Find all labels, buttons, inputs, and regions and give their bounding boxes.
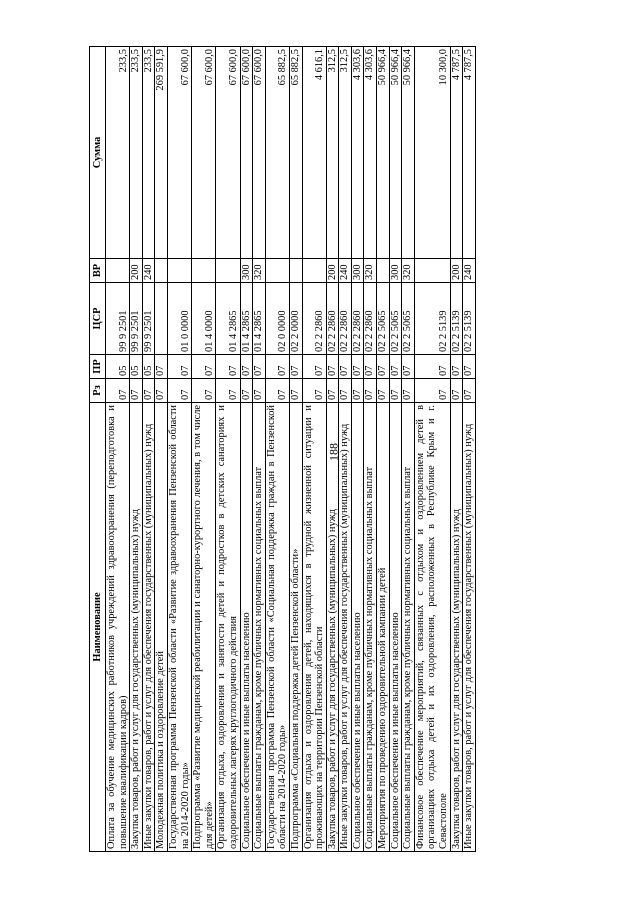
cell-vr: 240 <box>142 259 155 283</box>
cell-pr: 07 <box>265 355 289 379</box>
cell-name: Подпрограмма «Развитие медицинской реабилитации и санаторно-курортного лечения, в том числе для детей» <box>192 403 216 852</box>
table-header-row <box>90 47 106 852</box>
cell-sum: 233,5 <box>130 47 143 259</box>
header-vr: ВР <box>90 259 106 283</box>
cell-pr: 07 <box>414 355 450 379</box>
cell-vr: 240 <box>463 259 476 283</box>
cell-name: Иные закупки товаров, работ и услуг для обеспечения государственных (муниципальных) нужд <box>142 403 155 852</box>
cell-vr: 300 <box>351 259 364 283</box>
cell-vr <box>155 259 168 283</box>
cell-sum: 67 600,0 <box>253 47 266 259</box>
cell-vr <box>265 259 289 283</box>
cell-pr: 07 <box>289 355 302 379</box>
table-row <box>240 47 253 852</box>
cell-rz: 07 <box>216 379 240 403</box>
table-row <box>289 47 302 852</box>
table-row <box>389 47 402 852</box>
cell-name: Организация отдыха, оздоровления и занятости детей и подростков в детских санаториях и оздоровительных лагерях круглогодичного действия <box>216 403 240 852</box>
cell-csr: 99 9 2501 <box>106 283 130 355</box>
cell-vr: 200 <box>450 259 463 283</box>
cell-rz: 07 <box>364 379 377 403</box>
cell-pr: 07 <box>339 355 352 379</box>
cell-vr <box>414 259 450 283</box>
table-row <box>450 47 463 852</box>
cell-csr: 02 0 0000 <box>265 283 289 355</box>
cell-sum: 50 966,4 <box>377 47 390 259</box>
cell-csr: 01 4 2865 <box>253 283 266 355</box>
cell-sum: 4 787,5 <box>463 47 476 259</box>
cell-rz: 07 <box>326 379 339 403</box>
header-sum: Сумма <box>90 47 106 259</box>
cell-csr: 99 9 2501 <box>142 283 155 355</box>
table-row <box>326 47 339 852</box>
cell-sum: 67 600,0 <box>192 47 216 259</box>
cell-csr: 01 4 0000 <box>192 283 216 355</box>
header-rz: Рз <box>90 379 106 403</box>
table-row <box>364 47 377 852</box>
cell-sum: 312,5 <box>326 47 339 259</box>
cell-csr: 02 2 2860 <box>326 283 339 355</box>
cell-csr: 02 2 0000 <box>289 283 302 355</box>
header-name: Наименование <box>90 403 106 852</box>
table-body <box>106 47 476 852</box>
table-row <box>106 47 130 852</box>
cell-pr: 07 <box>351 355 364 379</box>
cell-rz: 07 <box>106 379 130 403</box>
cell-vr: 240 <box>339 259 352 283</box>
table-row <box>167 47 191 852</box>
cell-pr: 07 <box>326 355 339 379</box>
cell-vr <box>106 259 130 283</box>
rotated-table-container <box>89 47 551 852</box>
budget-table <box>89 46 476 852</box>
cell-rz: 07 <box>167 379 191 403</box>
cell-pr: 07 <box>364 355 377 379</box>
cell-name: Государственная программа Пензенской области «Развитие здравоохранения Пензенской области на 2014-2020 годы» <box>167 403 191 852</box>
cell-csr: 99 9 2501 <box>130 283 143 355</box>
table-row <box>402 47 415 852</box>
table-row <box>414 47 450 852</box>
cell-sum: 233,5 <box>142 47 155 259</box>
cell-name: Социальные выплаты гражданам, кроме публичных нормативных социальных выплат <box>253 403 266 852</box>
cell-sum: 269 591,9 <box>155 47 168 259</box>
table-row <box>155 47 168 852</box>
cell-sum: 10 300,0 <box>414 47 450 259</box>
table-row <box>265 47 289 852</box>
table-row <box>216 47 240 852</box>
cell-name: Финансовое обеспечение мероприятий, связанных с отдыхом и оздоровлением детей в организациях отдыха детей и их оздоровления, расположенных в Республике Крым и г. Севастополе <box>414 403 450 852</box>
table-row <box>351 47 364 852</box>
cell-name: Иные закупки товаров, работ и услуг для обеспечения государственных (муниципальных) нужд <box>463 403 476 852</box>
cell-sum: 50 966,4 <box>389 47 402 259</box>
cell-vr <box>289 259 302 283</box>
cell-vr <box>192 259 216 283</box>
cell-vr <box>167 259 191 283</box>
cell-rz: 07 <box>155 379 168 403</box>
cell-name: Социальное обеспечение и иные выплаты населению <box>351 403 364 852</box>
table-row <box>253 47 266 852</box>
cell-name: Социальные выплаты гражданам, кроме публичных нормативных социальных выплат <box>402 403 415 852</box>
cell-csr: 02 2 2860 <box>302 283 326 355</box>
cell-rz: 07 <box>450 379 463 403</box>
cell-name: Закупка товаров, работ и услуг для государственных (муниципальных) нужд <box>326 403 339 852</box>
cell-name: Иные закупки товаров, работ и услуг для обеспечения государственных (муниципальных) нужд <box>339 403 352 852</box>
cell-csr: 01 0 0000 <box>167 283 191 355</box>
cell-pr: 07 <box>377 355 390 379</box>
cell-rz: 07 <box>265 379 289 403</box>
cell-csr: 02 2 5065 <box>389 283 402 355</box>
cell-sum: 4 616,1 <box>302 47 326 259</box>
cell-csr: 02 2 2860 <box>339 283 352 355</box>
cell-pr: 07 <box>240 355 253 379</box>
cell-rz: 07 <box>389 379 402 403</box>
cell-pr: 07 <box>192 355 216 379</box>
cell-sum: 65 882,5 <box>289 47 302 259</box>
cell-rz: 07 <box>192 379 216 403</box>
cell-csr: 02 2 5065 <box>377 283 390 355</box>
cell-pr: 07 <box>463 355 476 379</box>
cell-sum: 312,5 <box>339 47 352 259</box>
cell-rz: 07 <box>289 379 302 403</box>
header-csr: ЦСР <box>90 283 106 355</box>
cell-name: Подпрограмма «Социальная поддержка детей Пензенской области» <box>289 403 302 852</box>
cell-csr: 02 2 5139 <box>414 283 450 355</box>
cell-sum: 65 882,5 <box>265 47 289 259</box>
cell-name: Мероприятия по проведению оздоровительной кампании детей <box>377 403 390 852</box>
header-pr: ПР <box>90 355 106 379</box>
table-row <box>142 47 155 852</box>
cell-pr: 07 <box>216 355 240 379</box>
cell-name: Государственная программа Пензенской области «Социальная поддержка граждан в Пензенской области на 2014-2020 годы» <box>265 403 289 852</box>
cell-pr: 07 <box>253 355 266 379</box>
cell-csr: 01 4 2865 <box>216 283 240 355</box>
cell-pr: 07 <box>389 355 402 379</box>
cell-pr: 07 <box>302 355 326 379</box>
cell-rz: 07 <box>302 379 326 403</box>
cell-name: Социальное обеспечение и иные выплаты населению <box>389 403 402 852</box>
cell-vr: 300 <box>240 259 253 283</box>
cell-rz: 07 <box>240 379 253 403</box>
cell-csr: 02 2 5065 <box>402 283 415 355</box>
cell-vr <box>216 259 240 283</box>
table-row <box>377 47 390 852</box>
cell-rz: 07 <box>463 379 476 403</box>
cell-rz: 07 <box>351 379 364 403</box>
cell-name: Молодежная политика и оздоровление детей <box>155 403 168 852</box>
cell-sum: 4 303,6 <box>364 47 377 259</box>
cell-pr: 07 <box>402 355 415 379</box>
cell-sum: 4 303,6 <box>351 47 364 259</box>
cell-name: Закупка товаров, работ и услуг для государственных (муниципальных) нужд <box>130 403 143 852</box>
cell-rz: 07 <box>339 379 352 403</box>
cell-rz: 07 <box>253 379 266 403</box>
cell-sum: 50 966,4 <box>402 47 415 259</box>
cell-vr: 200 <box>130 259 143 283</box>
cell-sum: 67 600,0 <box>240 47 253 259</box>
cell-vr: 300 <box>389 259 402 283</box>
cell-sum: 67 600,0 <box>216 47 240 259</box>
cell-csr: 02 2 2860 <box>351 283 364 355</box>
cell-name: Закупка товаров, работ и услуг для государственных (муниципальных) нужд <box>450 403 463 852</box>
cell-pr: 07 <box>167 355 191 379</box>
page-number: 188 <box>326 443 341 461</box>
cell-vr <box>302 259 326 283</box>
cell-name: Организация отдыха и оздоровления детей, находящихся в трудной жизненной ситуации и проживающих на территории Пензенской области <box>302 403 326 852</box>
table-row <box>130 47 143 852</box>
cell-name: Оплата за обучение медицинских работников учреждений здравоохранения (переподготовка и повышение квалификации кадров) <box>106 403 130 852</box>
cell-vr: 320 <box>364 259 377 283</box>
cell-rz: 07 <box>142 379 155 403</box>
cell-rz: 07 <box>377 379 390 403</box>
cell-vr: 320 <box>402 259 415 283</box>
cell-rz: 07 <box>414 379 450 403</box>
cell-sum: 67 600,0 <box>167 47 191 259</box>
cell-rz: 07 <box>130 379 143 403</box>
cell-vr <box>377 259 390 283</box>
cell-sum: 233,5 <box>106 47 130 259</box>
cell-pr: 07 <box>155 355 168 379</box>
cell-name: Социальные выплаты гражданам, кроме публичных нормативных социальных выплат <box>364 403 377 852</box>
cell-pr: 05 <box>106 355 130 379</box>
table-row <box>463 47 476 852</box>
cell-csr <box>155 283 168 355</box>
table-row <box>192 47 216 852</box>
cell-csr: 02 2 5139 <box>450 283 463 355</box>
cell-name: Социальное обеспечение и иные выплаты населению <box>240 403 253 852</box>
cell-rz: 07 <box>402 379 415 403</box>
cell-csr: 02 2 2860 <box>364 283 377 355</box>
cell-pr: 05 <box>142 355 155 379</box>
cell-vr: 320 <box>253 259 266 283</box>
cell-pr: 05 <box>130 355 143 379</box>
table-row <box>302 47 326 852</box>
table-row <box>339 47 352 852</box>
cell-csr: 02 2 5139 <box>463 283 476 355</box>
cell-pr: 07 <box>450 355 463 379</box>
cell-csr: 01 4 2865 <box>240 283 253 355</box>
cell-sum: 4 787,5 <box>450 47 463 259</box>
cell-vr: 200 <box>326 259 339 283</box>
